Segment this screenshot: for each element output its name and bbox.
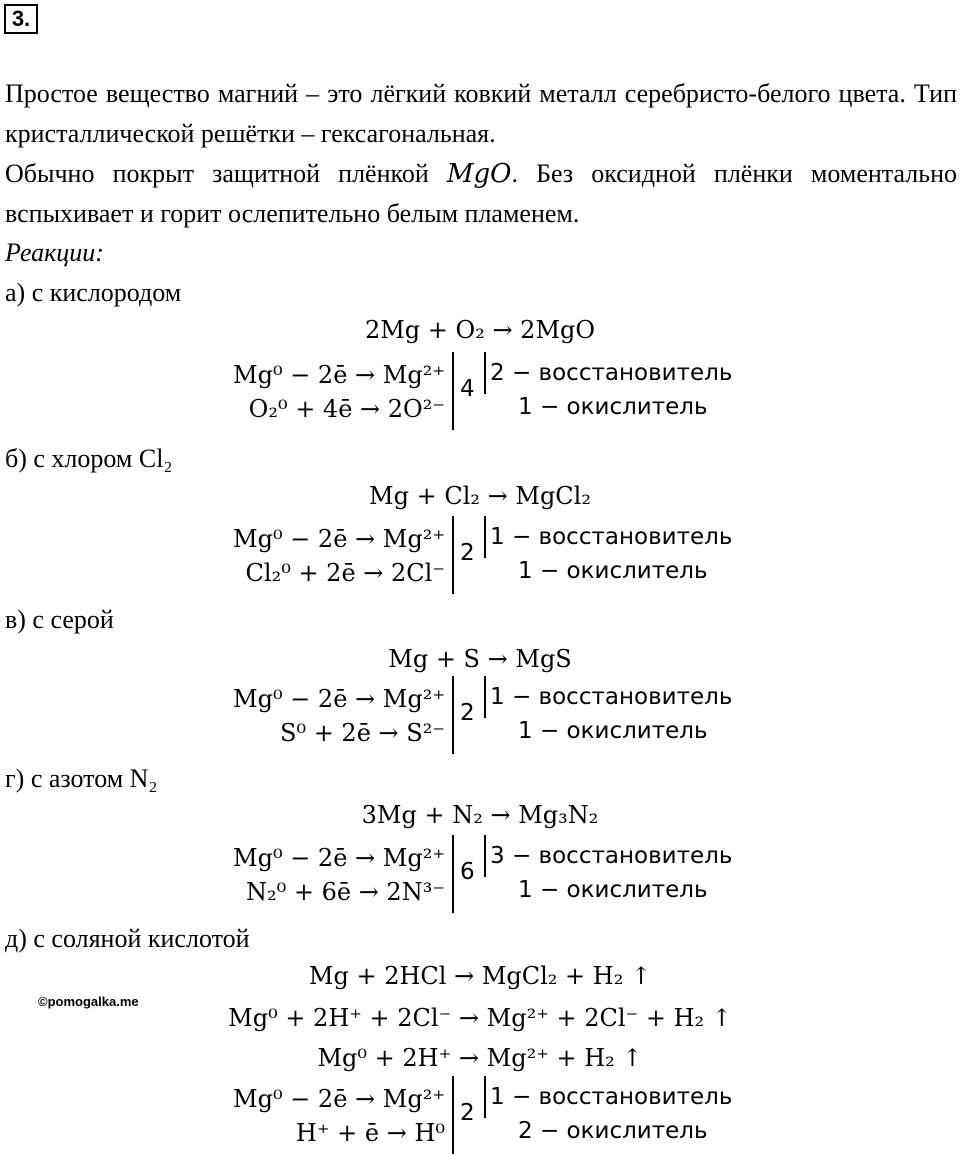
oxidizer-role: 1 − окислитель — [518, 394, 708, 420]
molecular-equation: Mg + Cl₂ → MgCl₂ — [369, 482, 591, 510]
electron-lcm: 6 — [460, 859, 475, 885]
reduction-half-reaction: H⁺ + ē → H⁰ — [295, 1119, 445, 1147]
oxidizer-role: 1 − окислитель — [518, 718, 708, 744]
intro-paragraph-2: Обычно покрыт защитной плёнкой MgO. Без оксидной плёнки моментально вспыхивает и горит ослепительно белым пламенем. — [5, 159, 957, 228]
molecular-equation: Mg + S → MgS — [388, 645, 572, 673]
balance-divider — [484, 835, 486, 877]
full-ionic-equation: Mg⁰ + 2H⁺ + 2Cl⁻ → Mg²⁺ + 2Cl⁻ + H₂ ↑ — [228, 1004, 732, 1032]
balance-divider — [484, 676, 486, 718]
reduction-half-reaction: O₂⁰ + 4ē → 2O²⁻ — [248, 395, 445, 423]
reaction-label: в) с серой — [5, 605, 114, 634]
reaction-label: г) с азотом N₂ — [5, 764, 158, 793]
balance-divider — [484, 1076, 486, 1118]
reaction-label: а) с кислородом — [5, 278, 182, 307]
short-ionic-equation: Mg⁰ + 2H⁺ → Mg²⁺ + H₂ ↑ — [317, 1044, 643, 1072]
balance-divider — [452, 676, 454, 754]
molecular-equation: Mg + 2HCl → MgCl₂ + H₂ ↑ — [308, 962, 652, 990]
balance-divider — [452, 1076, 454, 1154]
oxidizer-role: 1 − окислитель — [518, 877, 708, 903]
balance-divider — [484, 352, 486, 394]
electron-lcm: 2 — [460, 1100, 475, 1126]
reducer-role: 1 − восстановитель — [490, 1084, 733, 1110]
oxidation-half-reaction: Mg⁰ − 2ē → Mg²⁺ — [233, 844, 445, 872]
intro-paragraph-1: Простое вещество магний – это лёгкий ковкий металл серебристо-белого цвета. Тип кристаллической решётки – гексагональная. — [5, 79, 957, 148]
oxidation-half-reaction: Mg⁰ − 2ē → Mg²⁺ — [233, 525, 445, 553]
molecular-equation: 2Mg + O₂ → 2MgO — [364, 316, 596, 344]
formula-mgo: MgO — [446, 159, 512, 189]
oxidation-half-reaction: Mg⁰ − 2ē → Mg²⁺ — [233, 685, 445, 713]
oxidation-half-reaction: Mg⁰ − 2ē → Mg²⁺ — [233, 361, 445, 389]
reducer-role: 3 − восстановитель — [490, 843, 733, 869]
oxidation-half-reaction: Mg⁰ − 2ē → Mg²⁺ — [233, 1085, 445, 1113]
task-number: 3. — [4, 4, 38, 34]
balance-divider — [452, 835, 454, 913]
reduction-half-reaction: S⁰ + 2ē → S²⁻ — [280, 719, 445, 747]
reducer-role: 2 − восстановитель — [490, 360, 733, 386]
reaction-label: д) с соляной кислотой — [5, 924, 250, 953]
electron-lcm: 4 — [460, 376, 475, 402]
balance-divider — [484, 516, 486, 558]
reaction-label: б) с хлором Cl₂ — [5, 444, 173, 473]
balance-divider — [452, 352, 454, 430]
reduction-half-reaction: Cl₂⁰ + 2ē → 2Cl⁻ — [245, 559, 445, 587]
electron-lcm: 2 — [460, 540, 475, 566]
reactions-heading: Реакции: — [5, 238, 104, 267]
balance-divider — [452, 516, 454, 594]
reduction-half-reaction: N₂⁰ + 6ē → 2N³⁻ — [245, 878, 445, 906]
oxidizer-role: 2 − окислитель — [518, 1118, 708, 1144]
reducer-role: 1 − восстановитель — [490, 684, 733, 710]
electron-lcm: 2 — [460, 700, 475, 726]
oxidizer-role: 1 − окислитель — [518, 558, 708, 584]
molecular-equation: 3Mg + N₂ → Mg₃N₂ — [361, 801, 599, 829]
reducer-role: 1 − восстановитель — [490, 524, 733, 550]
watermark: ©pomogalka.me — [38, 994, 139, 1009]
